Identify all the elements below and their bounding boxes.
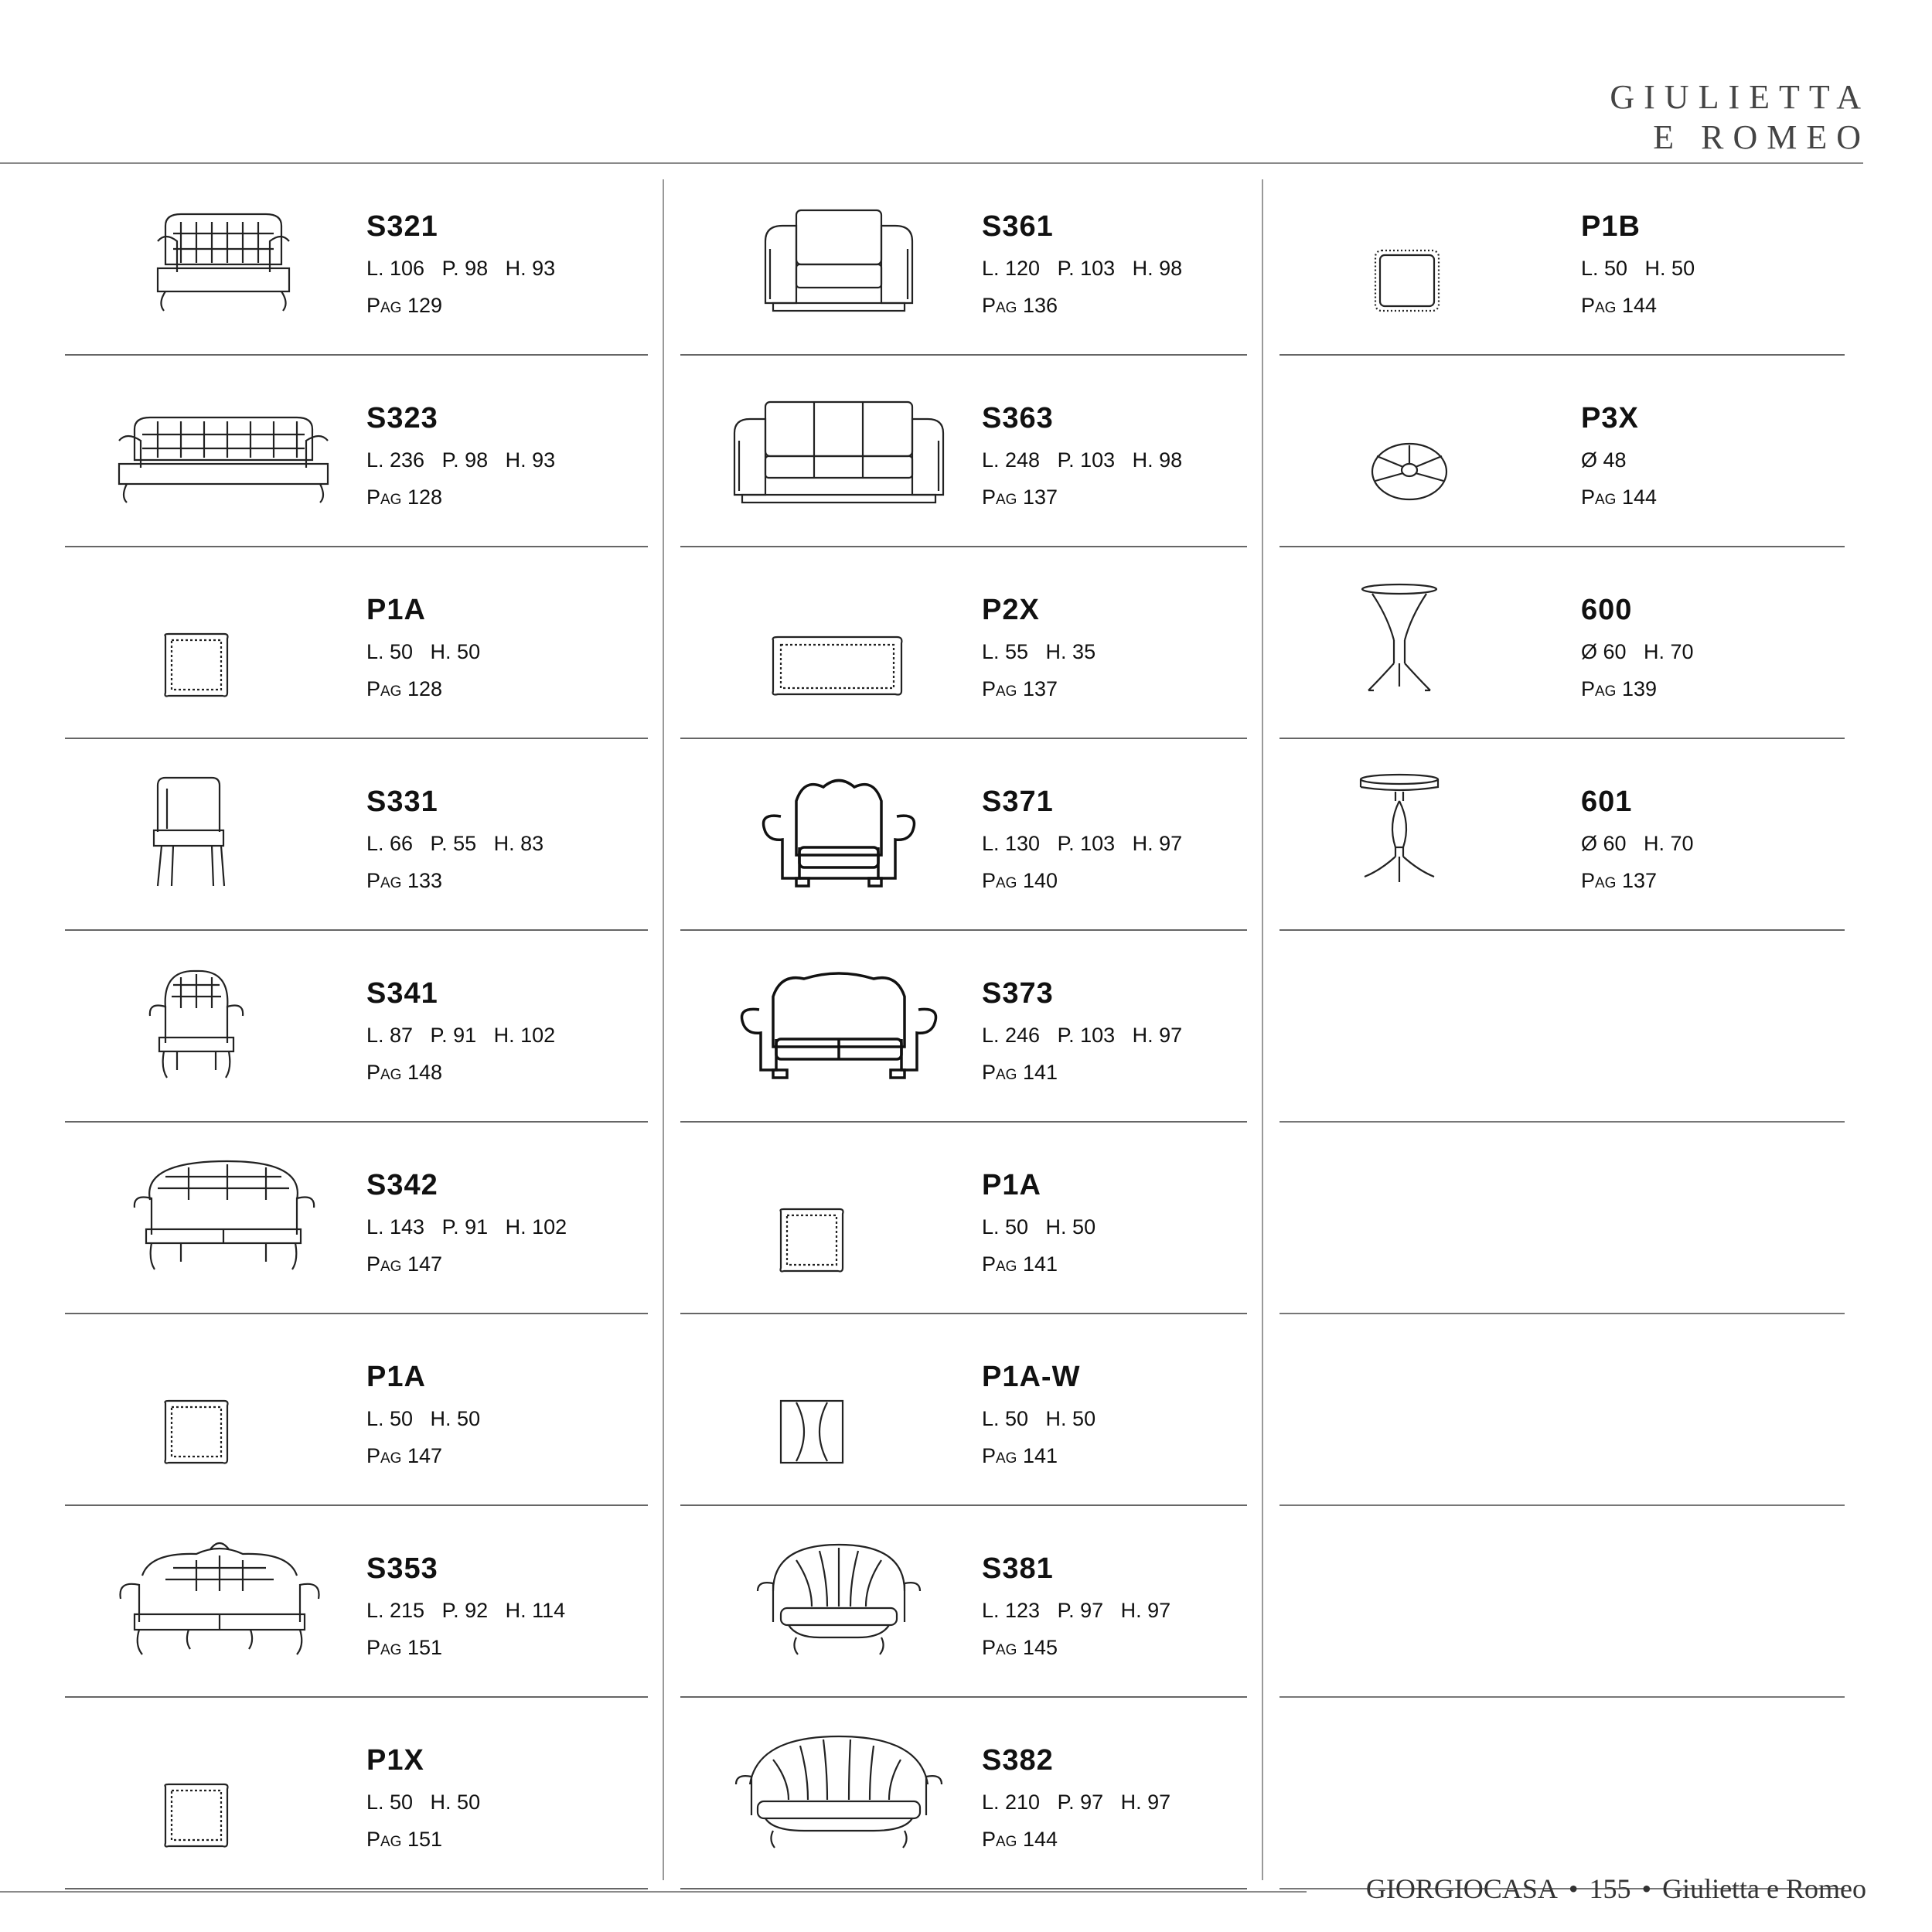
page-footer: [1366, 1872, 1866, 1905]
empty-catalog-slot: [1279, 1698, 1845, 1889]
page-reference-number: 137: [1022, 486, 1058, 509]
page-reference: [982, 1828, 1058, 1852]
product-dimensions: L. 143 P. 91 H. 102: [366, 1215, 567, 1239]
cushion-square-icon: [111, 1729, 336, 1852]
page-reference: [366, 1444, 442, 1468]
page-reference-number: 136: [1022, 294, 1058, 317]
product-dimensions: L. 130 P. 103 H. 97: [982, 832, 1183, 855]
product-code: S361: [982, 210, 1054, 243]
product-code: P1A: [366, 1361, 426, 1393]
page-reference: [1581, 869, 1657, 893]
page-reference: [982, 677, 1058, 701]
cushion-square-icon: [111, 1345, 336, 1469]
page-reference-label: Pag: [366, 677, 402, 700]
cushion-square-icon: [111, 578, 336, 702]
wingback-armchair-icon: [111, 962, 336, 1085]
page-reference: [366, 1636, 442, 1660]
collection-title-line1: GIULIETTA: [1610, 78, 1870, 116]
page-reference-number: 137: [1022, 677, 1058, 700]
product-dimensions: L. 50 H. 50: [366, 1407, 481, 1430]
page-reference: [366, 1061, 442, 1085]
catalog-item: [1279, 547, 1845, 739]
product-code: S371: [982, 785, 1054, 818]
catalog-item: [680, 1314, 1247, 1506]
catalog-item: [65, 739, 648, 931]
product-dimensions: L. 50 H. 50: [982, 1215, 1096, 1239]
footer-divider: [0, 1891, 1307, 1893]
wingback-loveseat-icon: [111, 1153, 336, 1277]
catalog-item: [680, 547, 1247, 739]
page-reference: [982, 1636, 1058, 1660]
product-dimensions: L. 236 P. 98 H. 93: [366, 448, 556, 472]
product-code: P1A-W: [982, 1361, 1081, 1393]
page-reference-label: Pag: [366, 1828, 402, 1851]
column-divider-1: [663, 179, 664, 1880]
page-reference: [366, 294, 442, 318]
catalog-item: [65, 164, 648, 356]
page-reference-number: 144: [1621, 486, 1658, 509]
product-dimensions: L. 50 H. 50: [366, 1791, 481, 1814]
product-dimensions: L. 248 P. 103 H. 98: [982, 448, 1183, 472]
pedestal-table-icon: [1326, 578, 1550, 702]
product-code: P1B: [1581, 210, 1641, 243]
product-dimensions: L. 215 P. 92 H. 114: [366, 1599, 566, 1622]
cushion-fringed-icon: [1326, 195, 1550, 319]
catalog-item: [680, 931, 1247, 1123]
product-dimensions: L. 50 H. 50: [366, 640, 481, 663]
product-code: S363: [982, 402, 1054, 434]
column-divider-2: [1262, 179, 1263, 1880]
product-dimensions: L. 87 P. 91 H. 102: [366, 1024, 556, 1047]
page-reference: [1581, 294, 1657, 318]
product-code: S342: [366, 1169, 438, 1201]
page-reference: [982, 1252, 1058, 1276]
page-reference-number: 148: [407, 1061, 443, 1084]
page-reference: [1581, 677, 1657, 701]
catalog-item: [680, 356, 1247, 547]
catalog-item: [680, 164, 1247, 356]
page-reference: [366, 677, 442, 701]
product-dimensions: L. 123 P. 97 H. 97: [982, 1599, 1171, 1622]
catalog-item: [680, 1506, 1247, 1698]
footer-brand: GIORGIOCASA: [1365, 1873, 1558, 1904]
footer-separator: •: [1641, 1873, 1652, 1904]
page-reference: [982, 486, 1058, 509]
collection-title-line2: E ROMEO: [1653, 118, 1870, 156]
product-dimensions: L. 106 P. 98 H. 93: [366, 257, 556, 280]
page-reference-label: Pag: [982, 1828, 1017, 1851]
page-reference-number: 141: [1022, 1252, 1058, 1276]
product-dimensions: L. 50 H. 50: [1581, 257, 1695, 280]
product-dimensions: Ø 60 H. 70: [1581, 640, 1694, 663]
club-armchair-icon: [727, 195, 951, 319]
page-reference-label: Pag: [366, 1061, 402, 1084]
empty-catalog-slot: [1279, 1123, 1845, 1314]
product-code: S353: [366, 1552, 438, 1585]
armchair-tufted-icon: [111, 195, 336, 319]
empty-catalog-slot: [1279, 931, 1845, 1123]
product-code: P3X: [1581, 402, 1639, 434]
page-reference-number: 151: [407, 1828, 443, 1851]
row-divider: [680, 1888, 1247, 1889]
carved-sofa-icon: [111, 1537, 336, 1661]
catalog-item: [1279, 739, 1845, 931]
page-reference-number: 144: [1022, 1828, 1058, 1851]
page-reference-label: Pag: [1581, 869, 1617, 892]
page-reference-label: Pag: [366, 1252, 402, 1276]
footer-separator: •: [1568, 1873, 1579, 1904]
page-reference-label: Pag: [366, 486, 402, 509]
cushion-square-icon: [727, 1153, 951, 1277]
turned-pedestal-table-icon: [1326, 770, 1550, 894]
collection-header: [1610, 77, 1870, 158]
catalog-item: [65, 547, 648, 739]
side-chair-icon: [111, 770, 336, 894]
product-code: S331: [366, 785, 438, 818]
page-reference-number: 140: [1022, 869, 1058, 892]
product-dimensions: L. 50 H. 50: [982, 1407, 1096, 1430]
page-reference-number: 147: [407, 1252, 443, 1276]
page-reference: [366, 869, 442, 893]
product-code: S373: [982, 977, 1054, 1010]
page-reference-label: Pag: [366, 1636, 402, 1659]
page-reference: [366, 486, 442, 509]
scroll-armchair-icon: [727, 770, 951, 894]
page-reference: [982, 869, 1058, 893]
catalog-item: [680, 1123, 1247, 1314]
page-reference-label: Pag: [1581, 677, 1617, 700]
sofa-tufted-icon: [111, 387, 336, 510]
page-reference: [366, 1828, 442, 1852]
product-dimensions: L. 120 P. 103 H. 98: [982, 257, 1183, 280]
page-reference-number: 139: [1621, 677, 1658, 700]
product-code: P1A: [366, 594, 426, 626]
page-reference-label: Pag: [366, 869, 402, 892]
page-reference-number: 151: [407, 1636, 443, 1659]
product-code: P1X: [366, 1744, 424, 1777]
catalog-item: [680, 739, 1247, 931]
scroll-sofa-icon: [727, 962, 951, 1085]
product-dimensions: Ø 60 H. 70: [1581, 832, 1694, 855]
page-reference-number: 133: [407, 869, 443, 892]
page-reference-number: 128: [407, 486, 443, 509]
page-reference-number: 129: [407, 294, 443, 317]
page-reference-label: Pag: [1581, 294, 1617, 317]
catalog-item: [65, 1314, 648, 1506]
page-reference: [366, 1252, 442, 1276]
cushion-round-icon: [1326, 387, 1550, 510]
page-reference-label: Pag: [982, 486, 1017, 509]
catalog-item: [65, 1698, 648, 1889]
product-code: S381: [982, 1552, 1054, 1585]
page-reference-number: 144: [1621, 294, 1658, 317]
page-reference-label: Pag: [982, 1444, 1017, 1467]
product-dimensions: L. 55 H. 35: [982, 640, 1096, 663]
page-reference-label: Pag: [982, 677, 1017, 700]
page-reference-label: Pag: [982, 1252, 1017, 1276]
product-dimensions: L. 210 P. 97 H. 97: [982, 1791, 1171, 1814]
product-dimensions: L. 246 P. 103 H. 97: [982, 1024, 1183, 1047]
cushion-rectangle-icon: [727, 578, 951, 702]
page-reference-label: Pag: [366, 294, 402, 317]
product-code: 601: [1581, 785, 1633, 818]
catalog-item: [1279, 164, 1845, 356]
page-reference: [982, 1444, 1058, 1468]
page-reference-label: Pag: [366, 1444, 402, 1467]
footer-page-number: 155: [1589, 1873, 1631, 1904]
catalog-item: [65, 356, 648, 547]
product-code: 600: [1581, 594, 1633, 626]
product-code: S321: [366, 210, 438, 243]
page-reference-label: Pag: [982, 869, 1017, 892]
product-dimensions: L. 66 P. 55 H. 83: [366, 832, 544, 855]
page-reference-label: Pag: [982, 294, 1017, 317]
page-reference-number: 137: [1621, 869, 1658, 892]
product-code: S341: [366, 977, 438, 1010]
product-code: S382: [982, 1744, 1054, 1777]
page-reference-number: 141: [1022, 1444, 1058, 1467]
catalog-item: [65, 1506, 648, 1698]
club-sofa-icon: [727, 387, 951, 510]
empty-catalog-slot: [1279, 1314, 1845, 1506]
page-reference-label: Pag: [1581, 486, 1617, 509]
shell-armchair-icon: [727, 1537, 951, 1661]
shell-sofa-icon: [727, 1729, 951, 1852]
catalog-item: [65, 931, 648, 1123]
product-code: P2X: [982, 594, 1040, 626]
product-code: P1A: [982, 1169, 1041, 1201]
page-reference-number: 128: [407, 677, 443, 700]
catalog-item: [680, 1698, 1247, 1889]
page-reference-number: 145: [1022, 1636, 1058, 1659]
page-reference-number: 141: [1022, 1061, 1058, 1084]
page-reference-number: 147: [407, 1444, 443, 1467]
product-dimensions: Ø 48: [1581, 448, 1627, 472]
page-reference: [982, 294, 1058, 318]
catalog-item: [65, 1123, 648, 1314]
row-divider: [65, 1888, 648, 1889]
empty-catalog-slot: [1279, 1506, 1845, 1698]
catalog-item: [1279, 356, 1845, 547]
cushion-waisted-icon: [727, 1345, 951, 1469]
product-code: S323: [366, 402, 438, 434]
page-reference: [1581, 486, 1657, 509]
page-reference: [982, 1061, 1058, 1085]
page-reference-label: Pag: [982, 1061, 1017, 1084]
page-reference-label: Pag: [982, 1636, 1017, 1659]
footer-collection-name: Giulietta e Romeo: [1662, 1873, 1866, 1904]
